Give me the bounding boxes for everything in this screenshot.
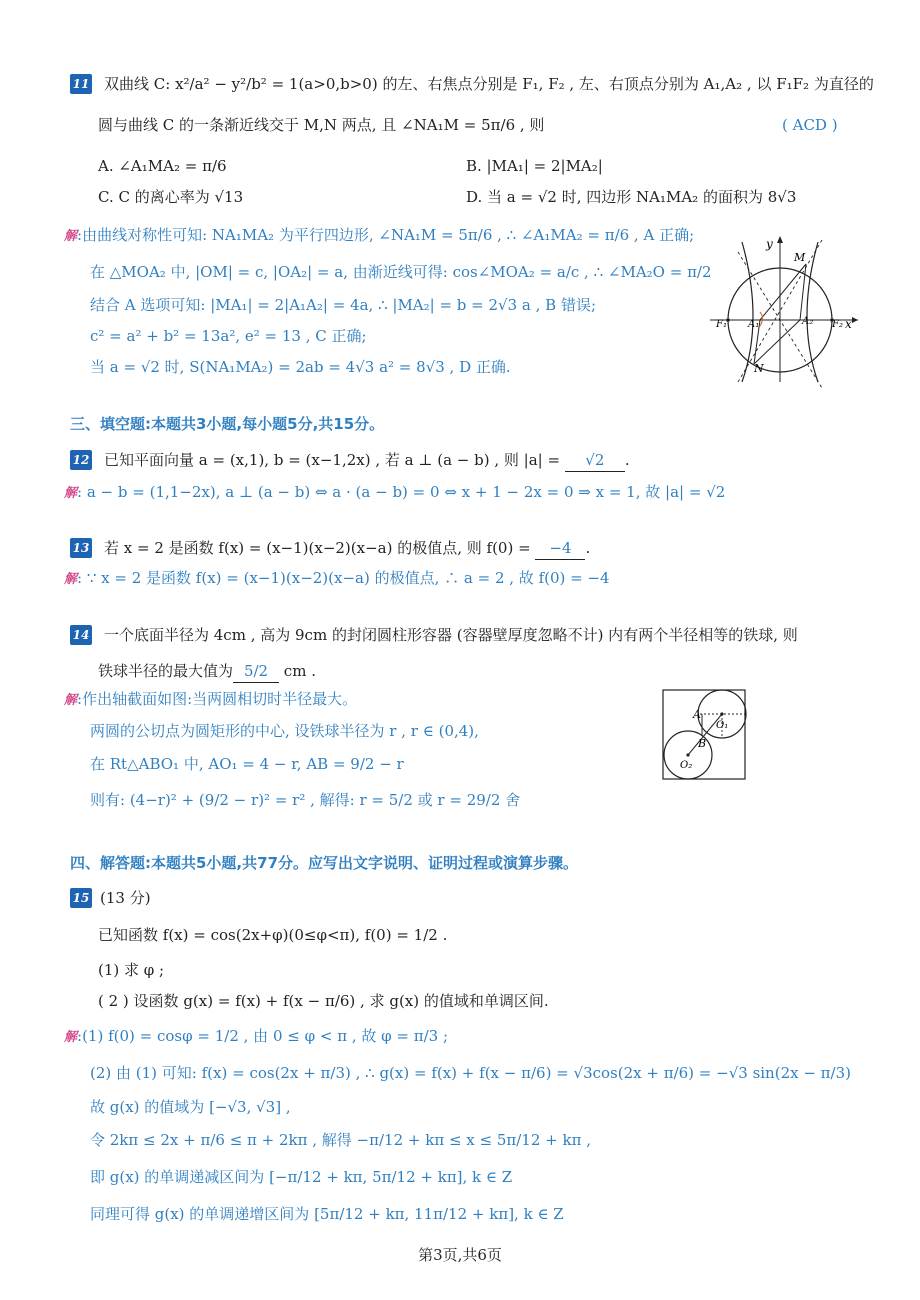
point-f2-label: F₂: [832, 319, 843, 330]
solution-14-line-2: 两圆的公切点为圆矩形的中心, 设铁球半径为 r , r ∈ (0,4),: [90, 722, 479, 740]
solution-label: 解: [64, 486, 78, 501]
center-o1: [720, 712, 723, 715]
solution-15-line-2: (2) 由 (1) 可知: f(x) = cos(2x + π/3) , ∴ g(x) = f(x) + f(x − π/6) = √3cos(2x + π/6) = −√3 sin(2x − π/3): [90, 1064, 851, 1082]
section-3-heading: 三、填空题:本题共3小题,每小题5分,共15分。: [70, 415, 385, 433]
question-13-text: 若 x = 2 是函数 f(x) = (x−1)(x−2)(x−a) 的极值点, 则 f(0) = −4 .: [104, 537, 590, 560]
page-footer: 第3页,共6页: [418, 1246, 502, 1264]
solution-11-line-3: 结合 A 选项可知: |MA₁| = 2|A₁A₂| = 4a, ∴ |MA₂| = b = 2√3 a , B 错误;: [90, 296, 597, 314]
point-b-label: B: [698, 737, 707, 750]
option-c: C. C 的离心率为 √13: [98, 188, 244, 206]
question-12-text: 已知平面向量 a = (x,1), b = (x−1,2x) , 若 a ⊥ (a − b) , 则 |a| = √2 .: [104, 449, 630, 472]
solution-11-line-5: 当 a = √2 时, S(NA₁MA₂) = 2ab = 4√3 a² = 8√3 , D 正确.: [90, 358, 511, 376]
solution-11-line-1: [64, 224, 694, 248]
solution-label: 解: [64, 572, 78, 587]
question-14-answer: 5/2: [233, 660, 279, 683]
point-a1-label: A₁: [748, 319, 760, 330]
question-15-score: (13 分): [100, 889, 151, 907]
solution-15-line-4: 令 2kπ ≤ 2x + π/6 ≤ π + 2kπ , 解得 −π/12 + kπ ≤ x ≤ 5π/12 + kπ ,: [90, 1131, 591, 1149]
section-4-heading: 四、解答题:本题共5小题,共77分。应写出文字说明、证明过程或演算步骤。: [70, 854, 579, 872]
x-axis-label: x: [845, 317, 852, 331]
question-15-stem: 已知函数 f(x) = cos(2x+φ)(0≤φ<π), f(0) = 1/2 .: [98, 926, 448, 944]
solution-label: 解: [64, 229, 78, 244]
x-axis-arrow: [852, 317, 858, 323]
segment-a2-n: [754, 320, 800, 364]
solution-label: 解: [64, 1030, 78, 1045]
point-a-label: A: [693, 708, 701, 721]
question-12-answer: √2: [565, 449, 625, 472]
option-b: B. |MA₁| = 2|MA₂|: [466, 157, 603, 175]
option-d: D. 当 a = √2 时, 四边形 NA₁MA₂ 的面积为 8√3: [466, 188, 797, 206]
point-o1-label: O₁: [716, 720, 729, 731]
question-number-badge: 13: [70, 538, 92, 558]
question-14-line-2: [98, 660, 316, 683]
point-a2-label: A₂: [802, 316, 814, 327]
question-15-part-2: ( 2 ) 设函数 g(x) = f(x) + f(x − π/6) , 求 g(x) 的值域和单调区间.: [98, 992, 549, 1010]
solution-14-line-1: [64, 688, 357, 712]
segment-a1-m: [760, 264, 806, 320]
question-12-stem: 已知平面向量 a = (x,1), b = (x−1,2x) , 若 a ⊥ (a − b) , 则 |a| =: [104, 451, 561, 469]
question-11-line-1: 双曲线 C: x²/a² − y²/b² = 1(a>0,b>0) 的左、右焦点分别是 F₁, F₂ , 左、右顶点分别为 A₁,A₂ , 以 F₁F₂ 为直径的: [104, 75, 874, 93]
point-f1-label: F₁: [716, 319, 727, 330]
solution-13: [64, 567, 610, 591]
solution-text: :作出轴截面如图:当两圆相切时半径最大。: [77, 690, 358, 708]
solution-15-line-5: 即 g(x) 的单调递减区间为 [−π/12 + kπ, 5π/12 + kπ], k ∈ Z: [90, 1168, 513, 1186]
solution-14-line-3: 在 Rt△ABO₁ 中, AO₁ = 4 − r, AB = 9/2 − r: [90, 755, 404, 773]
left-branch: [742, 242, 753, 382]
option-a: A. ∠A₁MA₂ = π/6: [98, 157, 227, 175]
solution-15-line-1: [64, 1025, 448, 1049]
solution-label: 解: [64, 693, 78, 708]
y-axis-label: y: [766, 237, 773, 251]
solution-15-line-3: 故 g(x) 的值域为 [−√3, √3] ,: [90, 1098, 291, 1116]
question-11-line-2: 圆与曲线 C 的一条渐近线交于 M,N 两点, 且 ∠NA₁M = 5π/6 , 则: [98, 116, 545, 134]
point-m-label: M: [794, 251, 806, 264]
hyperbola-figure: [702, 232, 862, 390]
question-number-badge: 11: [70, 74, 92, 94]
solution-11-line-2: 在 △MOA₂ 中, |OM| = c, |OA₂| = a, 由渐近线可得: cos∠MOA₂ = a/c , ∴ ∠MA₂O = π/2: [90, 263, 712, 281]
point-o2-label: O₂: [680, 760, 693, 771]
solution-12: [64, 481, 725, 505]
question-number-badge: 12: [70, 450, 92, 470]
center-o2: [686, 753, 689, 756]
point-n-label: N: [754, 362, 764, 375]
question-14-line-1: 一个底面半径为 4cm , 高为 9cm 的封闭圆柱形容器 (容器壁厚度忽略不计) 内有两个半径相等的铁球, 则: [104, 626, 798, 644]
question-number-badge: 14: [70, 625, 92, 645]
solution-11-line-4: c² = a² + b² = 13a², e² = 13 , C 正确;: [90, 327, 367, 345]
solution-text: :由曲线对称性可知: NA₁MA₂ 为平行四边形, ∠NA₁M = 5π/6 , ∴ ∠A₁MA₂ = π/6 , A 正确;: [77, 226, 695, 244]
solution-15-line-6: 同理可得 g(x) 的单调递增区间为 [5π/12 + kπ, 11π/12 + kπ], k ∈ Z: [90, 1205, 564, 1223]
solution-text: : a − b = (1,1−2x), a ⊥ (a − b) ⇔ a · (a − b) = 0 ⇔ x + 1 − 2x = 0 ⇒ x = 1, 故 |a| = √2: [77, 483, 726, 501]
question-13-stem: 若 x = 2 是函数 f(x) = (x−1)(x−2)(x−a) 的极值点, 则 f(0) =: [104, 539, 531, 557]
question-number-badge: 15: [70, 888, 92, 908]
y-axis-arrow: [777, 236, 783, 243]
question-14-unit: cm .: [283, 662, 316, 680]
question-15-part-1: (1) 求 φ ;: [98, 961, 165, 979]
solution-text: : ∵ x = 2 是函数 f(x) = (x−1)(x−2)(x−a) 的极值点, ∴ a = 2 , 故 f(0) = −4: [77, 569, 610, 587]
solution-14-line-4: 则有: (4−r)² + (9/2 − r)² = r² , 解得: r = 5/2 或 r = 29/2 舍: [90, 791, 521, 809]
cylinder-section-figure: [660, 688, 750, 782]
question-13-answer: −4: [535, 537, 585, 560]
question-11-answer: ( ACD ): [782, 116, 838, 134]
solution-text: :(1) f(0) = cosφ = 1/2 , 由 0 ≤ φ < π , 故 φ = π/3 ;: [77, 1027, 449, 1045]
question-14-stem: 铁球半径的最大值为: [98, 662, 234, 680]
